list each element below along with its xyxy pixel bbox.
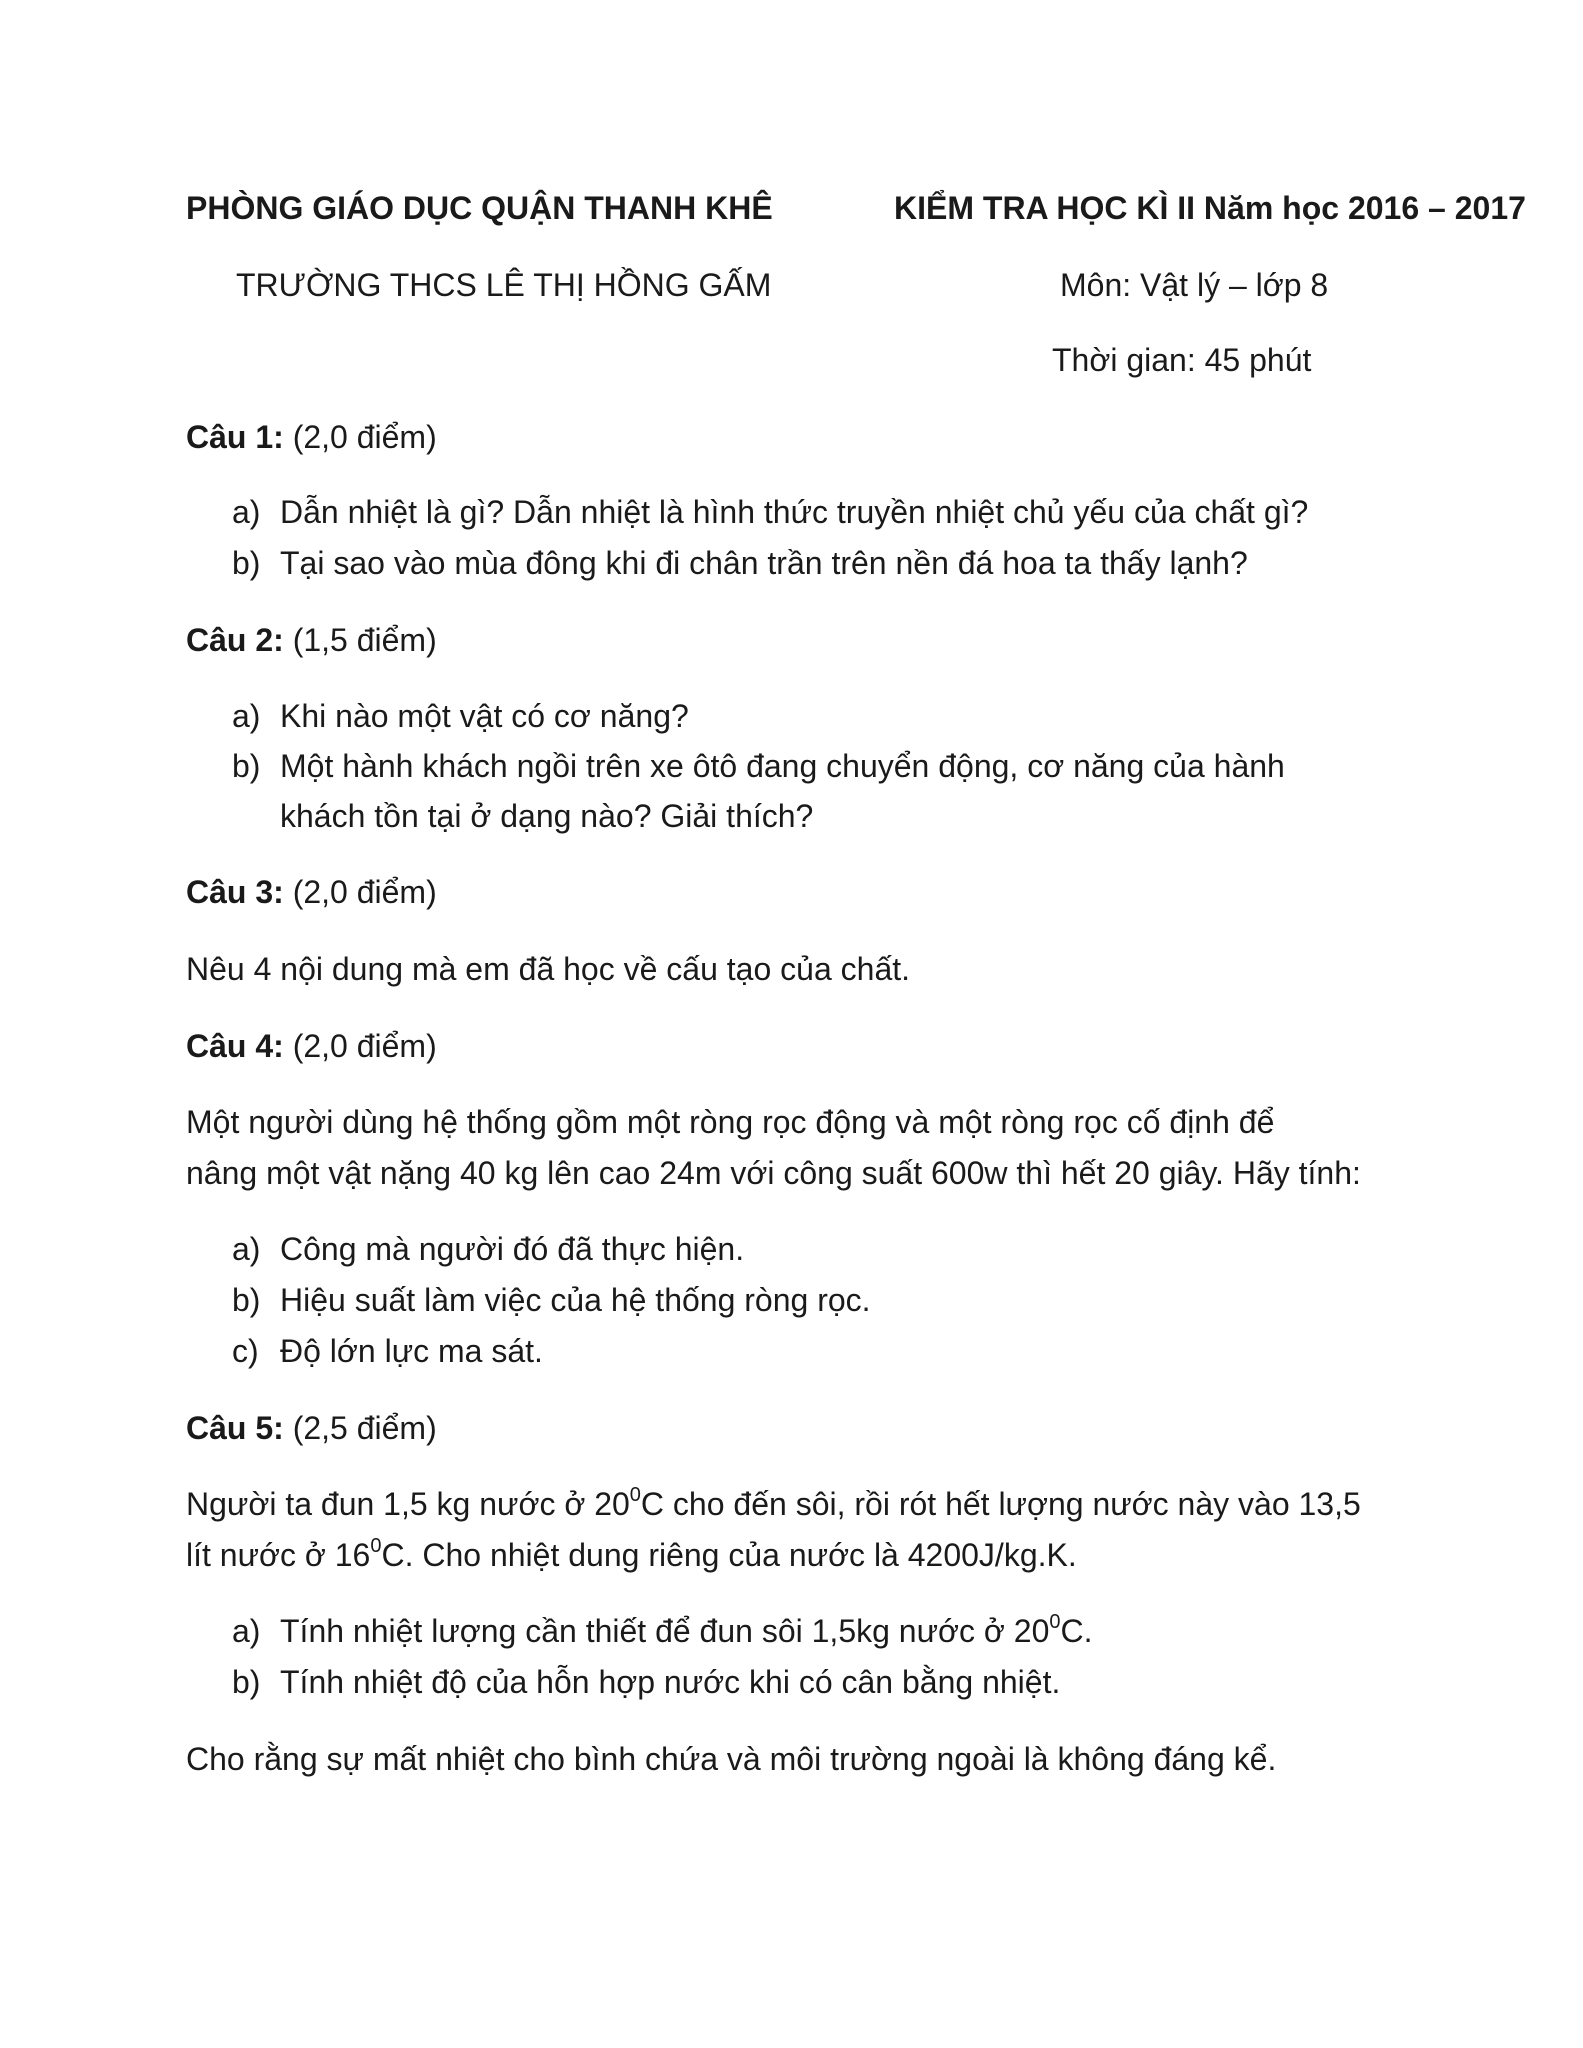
question-4-label: Câu 4: xyxy=(186,1028,284,1064)
question-4-title xyxy=(186,1026,437,1066)
item-marker: a) xyxy=(232,1231,261,1267)
text-segment: C cho đến sôi, rồi rót hết lượng nước này vào 13,5 xyxy=(640,1486,1361,1522)
item-text: Dẫn nhiệt là gì? Dẫn nhiệt là hình thức truyền nhiệt chủ yếu của chất gì? xyxy=(280,494,1309,530)
question-4-body-line-1: Một người dùng hệ thống gồm một ròng rọc động và một ròng rọc cố định để xyxy=(186,1104,1275,1140)
item-marker: a) xyxy=(232,698,261,734)
question-3-body: Nêu 4 nội dung mà em đã học về cấu tạo của chất. xyxy=(186,951,911,987)
question-2-title xyxy=(186,620,437,660)
department-title: PHÒNG GIÁO DỤC QUẬN THANH KHÊ xyxy=(186,190,773,226)
item-marker: b) xyxy=(232,1664,261,1700)
question-5-title xyxy=(186,1408,437,1448)
item-marker: c) xyxy=(232,1333,259,1369)
question-1-title xyxy=(186,417,437,457)
question-3-points: (2,0 điểm) xyxy=(283,874,437,910)
question-5-points: (2,5 điểm) xyxy=(283,1410,437,1446)
text-segment: Người ta đun 1,5 kg nước ở 20 xyxy=(186,1486,630,1522)
item-text: Hiệu suất làm việc của hệ thống ròng rọc. xyxy=(280,1282,871,1318)
item-marker: a) xyxy=(232,1613,261,1649)
question-5-footer-note: Cho rằng sự mất nhiệt cho bình chứa và môi trường ngoài là không đáng kể. xyxy=(186,1741,1277,1777)
text-segment: Tính nhiệt lượng cần thiết để đun sôi 1,5kg nước ở 20 xyxy=(280,1613,1050,1649)
item-marker: b) xyxy=(232,748,261,784)
question-3-title xyxy=(186,872,437,912)
item-text: Khi nào một vật có cơ năng? xyxy=(280,698,689,734)
item-text: Tính nhiệt độ của hỗn hợp nước khi có cân bằng nhiệt. xyxy=(280,1664,1061,1700)
question-4-points: (2,0 điểm) xyxy=(283,1028,437,1064)
question-5-body-line-1 xyxy=(186,1484,1361,1524)
item-marker: b) xyxy=(232,1282,261,1318)
item-text: Tại sao vào mùa đông khi đi chân trần trên nền đá hoa ta thấy lạnh? xyxy=(280,545,1248,581)
question-5-label: Câu 5: xyxy=(186,1410,284,1446)
question-1-label: Câu 1: xyxy=(186,419,284,455)
school-name: TRƯỜNG THCS LÊ THỊ HỒNG GẤM xyxy=(236,267,772,303)
exam-title: KIỂM TRA HỌC KÌ II Năm học 2016 – 2017 xyxy=(894,190,1526,226)
item-marker: b) xyxy=(232,545,261,581)
question-2-label: Câu 2: xyxy=(186,622,284,658)
item-text xyxy=(280,1611,1092,1651)
question-5-body-line-2 xyxy=(186,1535,1077,1575)
item-text: Độ lớn lực ma sát. xyxy=(280,1333,543,1369)
item-text: Công mà người đó đã thực hiện. xyxy=(280,1231,745,1267)
text-segment: C. Cho nhiệt dung riêng của nước là 4200J/kg.K. xyxy=(381,1537,1077,1573)
time-label: Thời gian: 45 phút xyxy=(1052,342,1312,378)
subject-label: Môn: Vật lý – lớp 8 xyxy=(1060,267,1329,303)
text-segment: lít nước ở 16 xyxy=(186,1537,371,1573)
question-2-item-b-continued: khách tồn tại ở dạng nào? Giải thích? xyxy=(280,798,814,834)
question-4-body-line-2: nâng một vật nặng 40 kg lên cao 24m với công suất 600w thì hết 20 giây. Hãy tính: xyxy=(186,1155,1361,1191)
question-3-label: Câu 3: xyxy=(186,874,284,910)
degree-superscript: 0 xyxy=(629,1484,641,1506)
question-1-points: (2,0 điểm) xyxy=(283,419,437,455)
question-2-points: (1,5 điểm) xyxy=(283,622,437,658)
degree-superscript: 0 xyxy=(1049,1611,1061,1633)
text-segment: C. xyxy=(1060,1613,1093,1649)
item-marker: a) xyxy=(232,494,261,530)
item-text: Một hành khách ngồi trên xe ôtô đang chuyển động, cơ năng của hành xyxy=(280,748,1285,784)
degree-superscript: 0 xyxy=(370,1535,382,1557)
